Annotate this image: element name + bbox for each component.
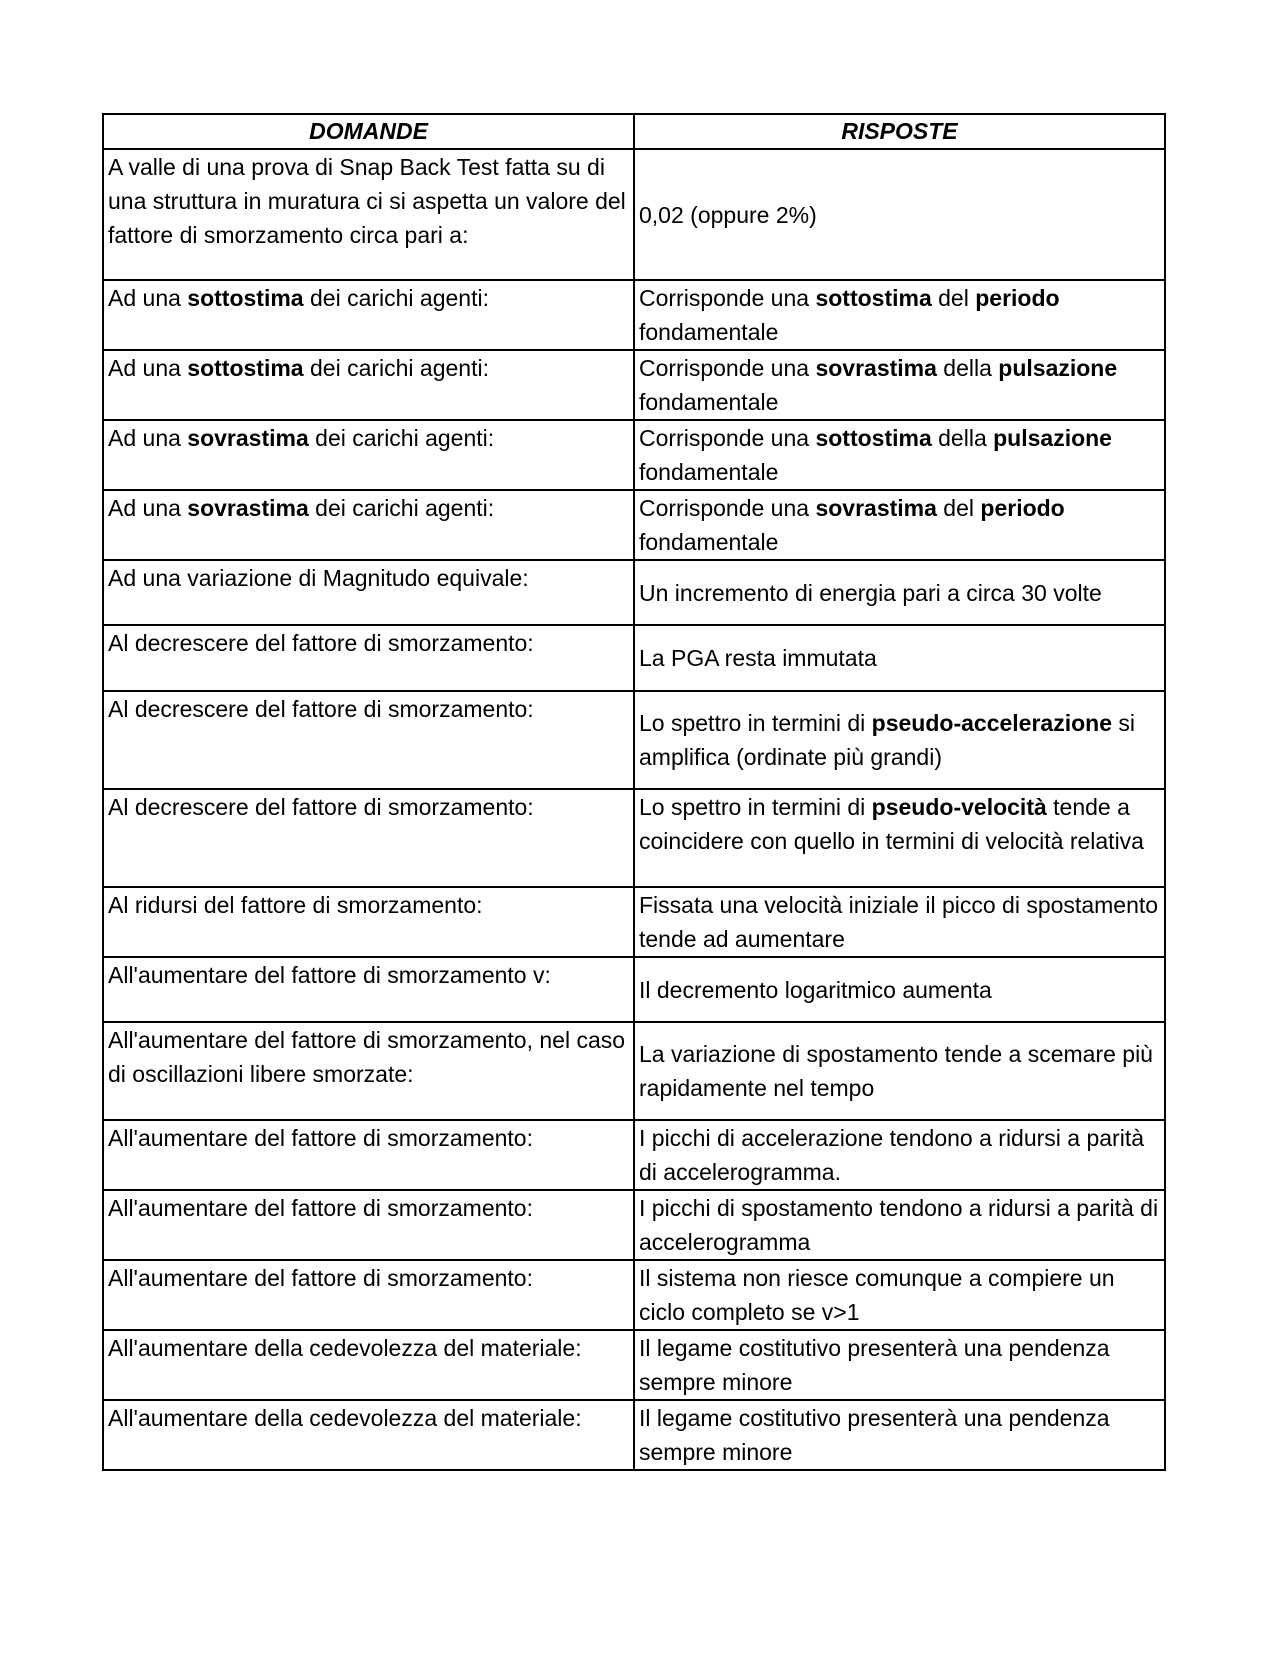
- text-segment: Al decrescere del fattore di smorzamento:: [108, 794, 534, 820]
- text-segment: I picchi di accelerazione tendono a ridursi a parità di accelerogramma.: [639, 1125, 1145, 1185]
- text-segment: Ad una: [108, 495, 188, 521]
- text-segment: La PGA resta immutata: [639, 645, 877, 671]
- text-segment: Il legame costitutivo presenterà una pendenza sempre minore: [639, 1335, 1110, 1395]
- bold-text-segment: sovrastima: [187, 425, 309, 451]
- question-cell: [103, 887, 634, 957]
- text-segment: Il sistema non riesce comunque a compiere un ciclo completo se v>1: [639, 1265, 1115, 1325]
- answer-cell: [634, 280, 1165, 350]
- text-segment: dei carichi agenti:: [303, 355, 489, 381]
- text-segment: fondamentale: [639, 319, 779, 345]
- answer-cell: [634, 625, 1165, 691]
- text-segment: Corrisponde una: [639, 285, 816, 311]
- text-segment: Al decrescere del fattore di smorzamento:: [108, 696, 534, 722]
- text-segment: Ad una variazione di Magnitudo equivale:: [108, 565, 529, 591]
- text-segment: Ad una: [108, 285, 188, 311]
- question-cell: [103, 280, 634, 350]
- text-segment: Lo spettro in termini di: [639, 710, 872, 736]
- answer-cell: [634, 1400, 1165, 1470]
- question-cell: [103, 1190, 634, 1260]
- question-cell: [103, 625, 634, 691]
- question-cell: [103, 1330, 634, 1400]
- text-segment: del: [936, 495, 981, 521]
- text-segment: della: [936, 355, 999, 381]
- header-row: [103, 114, 1165, 149]
- qa-table: [102, 113, 1166, 1471]
- question-cell: [103, 957, 634, 1022]
- bold-text-segment: periodo: [975, 285, 1060, 311]
- text-segment: fondamentale: [639, 389, 779, 415]
- answer-cell: [634, 560, 1165, 625]
- text-segment: tende a coincidere con quello in termini di velocità relativa: [639, 794, 1144, 854]
- table-row: [103, 887, 1165, 957]
- text-segment: All'aumentare della cedevolezza del materiale:: [108, 1405, 582, 1431]
- text-segment: Il legame costitutivo presenterà una pendenza sempre minore: [639, 1405, 1110, 1465]
- bold-text-segment: pseudo-accelerazione: [871, 710, 1112, 736]
- text-segment: A valle di una prova di Snap Back Test fatta su di una struttura in muratura ci si aspetta un valore del fattore di smorzamento circa pari a:: [108, 154, 626, 248]
- bold-text-segment: sovrastima: [187, 495, 309, 521]
- answer-cell: [634, 1022, 1165, 1120]
- answer-cell: [634, 1120, 1165, 1190]
- bold-text-segment: pseudo-velocità: [871, 794, 1047, 820]
- text-segment: Lo spettro in termini di: [639, 794, 872, 820]
- text-segment: dei carichi agenti:: [308, 495, 495, 521]
- text-segment: Il decremento logaritmico aumenta: [639, 976, 992, 1003]
- bold-text-segment: sottostima: [187, 355, 304, 381]
- text-segment: Fissata una velocità iniziale il picco di spostamento tende ad aumentare: [639, 892, 1159, 952]
- text-segment: Ad una: [108, 425, 188, 451]
- answer-cell: [634, 691, 1165, 789]
- answer-cell: [634, 350, 1165, 420]
- text-segment: I picchi di spostamento tendono a ridursi a parità di accelerogramma: [639, 1195, 1159, 1255]
- table-row: [103, 957, 1165, 1022]
- table-row: [103, 1260, 1165, 1330]
- answer-cell: [634, 490, 1165, 560]
- question-cell: [103, 149, 634, 280]
- question-cell: [103, 490, 634, 560]
- answer-cell: [634, 1330, 1165, 1400]
- text-segment: Un incremento di energia pari a circa 30 volte: [639, 579, 1102, 606]
- bold-text-segment: pulsazione: [993, 425, 1112, 451]
- table-row: [103, 149, 1165, 280]
- bold-text-segment: sottostima: [815, 425, 932, 451]
- answer-cell: [634, 149, 1165, 280]
- table-row: [103, 420, 1165, 490]
- table-row: [103, 1120, 1165, 1190]
- table-row: [103, 625, 1165, 691]
- table-row: [103, 280, 1165, 350]
- text-segment: All'aumentare del fattore di smorzamento, nel caso di oscillazioni libere smorzate:: [108, 1027, 626, 1087]
- answer-cell: [634, 957, 1165, 1022]
- text-segment: Corrisponde una: [639, 355, 816, 381]
- table-row: [103, 350, 1165, 420]
- qa-body: [103, 149, 1165, 1470]
- question-cell: [103, 1260, 634, 1330]
- question-cell: [103, 420, 634, 490]
- bold-text-segment: sovrastima: [815, 355, 937, 381]
- table-row: [103, 1330, 1165, 1400]
- text-segment: 0,02 (oppure 2%): [639, 201, 817, 228]
- text-segment: All'aumentare del fattore di smorzamento:: [108, 1195, 533, 1221]
- bold-text-segment: sottostima: [187, 285, 304, 311]
- bold-text-segment: sovrastima: [815, 495, 937, 521]
- text-segment: della: [931, 425, 994, 451]
- header-domande: DOMANDE: [103, 114, 634, 149]
- text-segment: Ad una: [108, 355, 188, 381]
- text-segment: La variazione di spostamento tende a scemare più rapidamente nel tempo: [639, 1041, 1153, 1101]
- question-cell: [103, 1120, 634, 1190]
- question-cell: [103, 560, 634, 625]
- text-segment: del: [931, 285, 976, 311]
- answer-cell: [634, 887, 1165, 957]
- table-row: [103, 789, 1165, 887]
- answer-cell: [634, 1190, 1165, 1260]
- table-row: [103, 560, 1165, 625]
- question-cell: [103, 350, 634, 420]
- bold-text-segment: pulsazione: [998, 355, 1118, 381]
- table-row: [103, 1022, 1165, 1120]
- text-segment: dei carichi agenti:: [303, 285, 489, 311]
- text-segment: All'aumentare della cedevolezza del materiale:: [108, 1335, 582, 1361]
- text-segment: All'aumentare del fattore di smorzamento:: [108, 1265, 533, 1291]
- bold-text-segment: sottostima: [815, 285, 932, 311]
- answer-cell: [634, 420, 1165, 490]
- answer-cell: [634, 1260, 1165, 1330]
- table-row: [103, 691, 1165, 789]
- text-segment: Corrisponde una: [639, 495, 816, 521]
- bold-text-segment: periodo: [980, 495, 1065, 521]
- text-segment: fondamentale: [639, 529, 779, 555]
- answer-cell: [634, 789, 1165, 887]
- text-segment: Corrisponde una: [639, 425, 816, 451]
- table-row: [103, 1190, 1165, 1260]
- question-cell: [103, 1022, 634, 1120]
- table-row: [103, 490, 1165, 560]
- header-risposte: RISPOSTE: [634, 114, 1165, 149]
- text-segment: Al ridursi del fattore di smorzamento:: [108, 892, 483, 918]
- question-cell: [103, 1400, 634, 1470]
- text-segment: fondamentale: [639, 459, 779, 485]
- text-segment: All'aumentare del fattore di smorzamento v:: [108, 962, 551, 988]
- question-cell: [103, 789, 634, 887]
- text-segment: Al decrescere del fattore di smorzamento:: [108, 630, 534, 656]
- table-row: [103, 1400, 1165, 1470]
- question-cell: [103, 691, 634, 789]
- text-segment: dei carichi agenti:: [308, 425, 495, 451]
- text-segment: si amplifica (ordinate più grandi): [639, 710, 1135, 770]
- text-segment: All'aumentare del fattore di smorzamento:: [108, 1125, 533, 1151]
